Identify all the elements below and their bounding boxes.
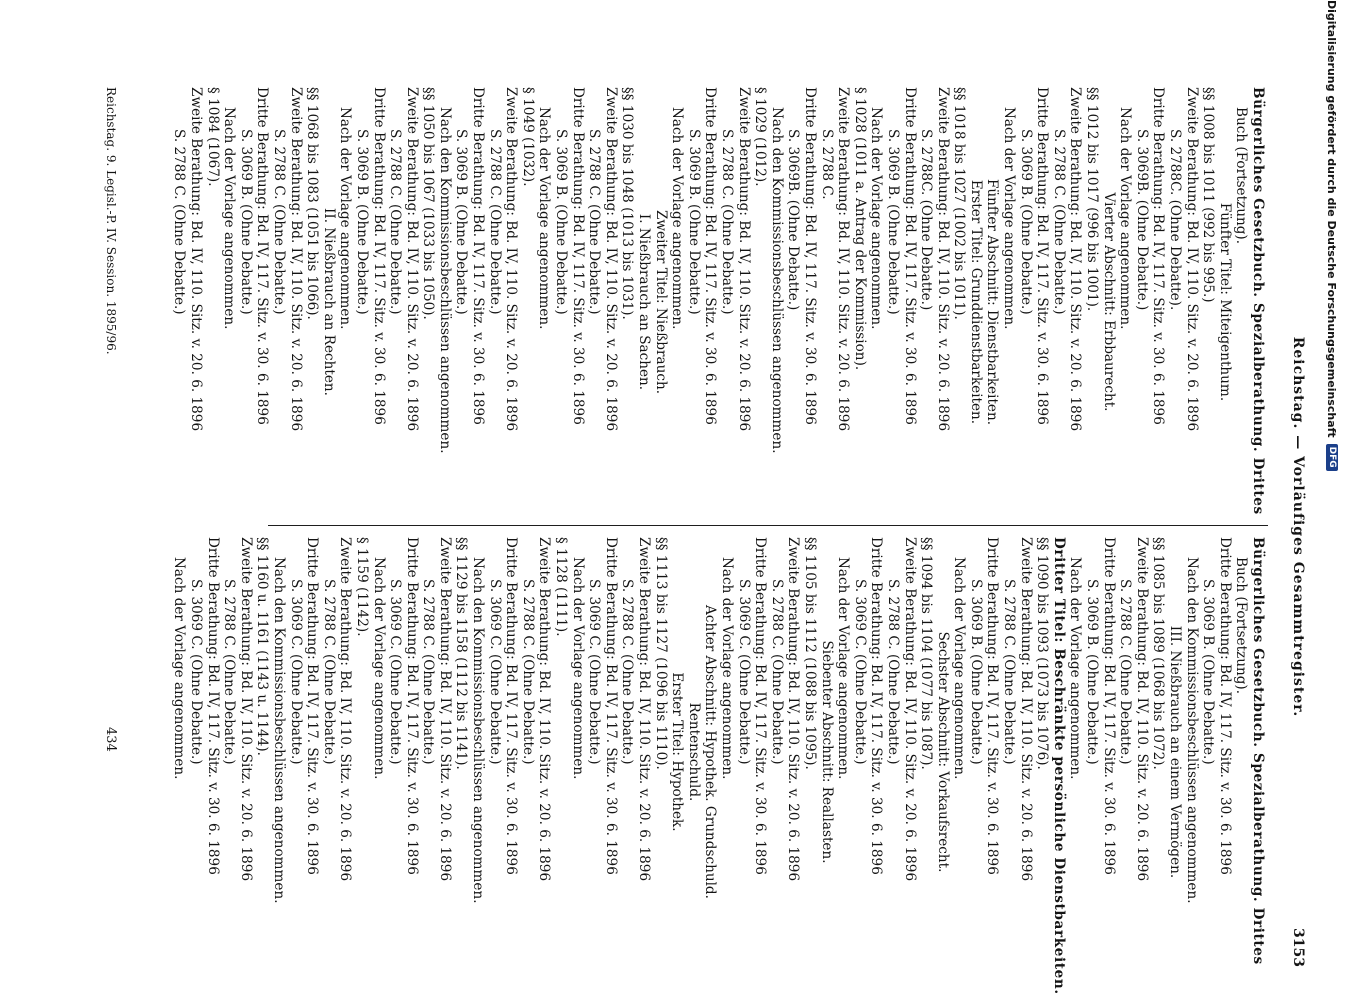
running-title: Reichstag. — Vorläufiges Gesammtregister. (1290, 336, 1306, 718)
register-entry: §§ 1113 bis 1127 (1096 bis 1110). (652, 537, 669, 770)
section-heading: Bürgerliches Gesetzbuch. Spezialberathung. Drittes (1250, 537, 1266, 965)
register-entry: Nach der Vorlage angenommen. (835, 557, 852, 780)
register-entry: Zweite Berathung: Bd. IV, 110. Sitz. v. 20. 6. 1896 (436, 537, 453, 882)
register-entry: S. 2788 C. (Ohne Debatte.) (270, 129, 287, 315)
dfg-logo: DFG (1326, 444, 1338, 471)
register-entry: Dritte Berathung: Bd. IV, 117. Sitz. v. 30. 6. 1896 (702, 87, 719, 425)
section-heading: Fünfter Abschnitt: Dienstbarkeiten. (984, 178, 1001, 426)
register-entry: Dritte Berathung: Bd. IV, 117. Sitz. v. 30. 6. 1896 (602, 537, 619, 875)
register-entry: Zweite Berathung: Bd. IV, 110. Sitz. v. 20. 6. 1896 (785, 537, 802, 882)
register-entry: Dritte Berathung: Bd. IV, 117. Sitz. v. 30. 6. 1896 (204, 537, 221, 875)
register-entry: Nach der Vorlage angenommen. (221, 107, 238, 330)
printed-page (76, 87, 1306, 995)
register-entry: Nach den Kommissionsbeschlüssen angenommen. (768, 107, 785, 454)
register-entry: S. 2788 C. (Ohne Debatte.) (619, 579, 636, 765)
register-entry: Zweite Berathung: Bd. IV, 110. Sitz. v. 20. 6. 1896 (835, 87, 852, 432)
register-entry: S. 3069B. (Ohne Debatte.) (785, 129, 802, 311)
register-entry: S. 3069 B. (Ohne Debatte.) (1084, 579, 1101, 765)
register-entry: S. 3069 B. (Ohne Debatte.) (1200, 579, 1217, 765)
register-entry: Nach den Kommissionsbeschlüssen angenommen. (470, 557, 487, 904)
register-entry: Zweite Berathung: Bd. IV, 110. Sitz. v. 20. 6. 1896 (735, 87, 752, 432)
register-entry: S. 2788 C. (Ohne Debatte.) (387, 129, 404, 315)
register-entry: Zweite Berathung: Bd. IV, 110. Sitz. v. 20. 6. 1896 (403, 87, 420, 432)
register-entry: §§ 1090 bis 1093 (1073 bis 1076). (1034, 537, 1051, 770)
register-entry: §§ 1068 bis 1083 (1051 bis 1066). (304, 87, 321, 320)
register-entry: S. 2788 C. (Ohne Debatte.) (320, 579, 337, 765)
register-entry: Zweite Berathung: Bd. IV, 110. Sitz. v. 20. 6. 1896 (636, 537, 653, 882)
register-entry: Zweite Berathung: Bd. IV, 110. Sitz. v. 20. 6. 1896 (536, 537, 553, 882)
register-entry: Dritte Berathung: Bd. IV, 117. Sitz. v. 30. 6. 1896 (370, 87, 387, 425)
register-entry: S. 2788 C. (Ohne Debatte.) (486, 129, 503, 315)
register-entry: Nach der Vorlage angenommen. (569, 557, 586, 780)
register-entry: S. 2788 C. (Ohne Debatte.) (171, 129, 188, 315)
register-entry: S. 2788C. (Ohne Debatte.) (918, 129, 935, 311)
register-entry: § 1028 (1011 a. Antrag der Kommission). (851, 87, 868, 371)
register-entry: Dritte Berathung: Bd. IV, 117. Sitz. v. 30. 6. 1896 (254, 87, 271, 425)
section-heading: Siebenter Abschnitt: Reallasten. (818, 640, 835, 864)
page-header (1270, 87, 1306, 967)
register-entry: Dritte Berathung: Bd. IV, 117. Sitz. v. 30. 6. 1896 (403, 537, 420, 875)
register-entry: S. 3069 B. (Ohne Debatte.) (353, 129, 370, 315)
register-entry: Nach der Vorlage angenommen. (868, 107, 885, 330)
register-entry: S. 2788 C. (Ohne Debatte.) (884, 579, 901, 765)
digitization-credit (1321, 0, 1343, 1000)
register-entry: S. 2788 C. (Ohne Debatte.) (1050, 129, 1067, 315)
register-entry: §§ 1018 bis 1027 (1002 bis 1011). (951, 87, 968, 320)
register-entry: Nach der Vorlage angenommen. (1117, 107, 1134, 330)
section-heading: Dritter Titel: Beschränkte persönliche Dienstbarkeiten. (1050, 537, 1067, 995)
sheet-number: 434 (103, 727, 118, 752)
register-entry: Zweite Berathung: Bd. IV, 110. Sitz. v. 20. 6. 1896 (287, 87, 304, 432)
register-entry: S. 2788 C. (Ohne Debatte.) (1117, 579, 1134, 765)
register-entry: S. 3069 B. (Ohne Debatte.) (553, 129, 570, 315)
register-entry: Dritte Berathung: Bd. IV, 117. Sitz. v. 30. 6. 1896 (304, 537, 321, 875)
register-entry: Dritte Berathung: Bd. IV, 117. Sitz. v. 30. 6. 1896 (868, 537, 885, 875)
register-entry: S. 3069 C. (Ohne Debatte.) (851, 579, 868, 765)
register-entry: Zweite Berathung: Bd. IV, 110. Sitz. v. 20. 6. 1896 (602, 87, 619, 432)
register-entry: §§ 1094 bis 1104 (1077 bis 1087). (918, 537, 935, 770)
register-entry: S. 3069 C. (Ohne Debatte.) (287, 579, 304, 765)
register-entry: Nach der Vorlage angenommen. (171, 557, 188, 780)
section-heading: Vierter Abschnitt: Erbbaurecht. (1100, 192, 1117, 412)
register-entry: Dritte Berathung: Bd. IV, 117. Sitz. v. 30. 6. 1896 (1100, 537, 1117, 875)
register-entry: S. 3069 B. (Ohne Debatte.) (967, 579, 984, 765)
register-entry: §§ 1105 bis 1112 (1088 bis 1095). (801, 537, 818, 770)
register-entry: S. 3069 C. (Ohne Debatte.) (387, 579, 404, 765)
register-entry: Zweite Berathung: Bd. IV, 110. Sitz. v. 20. 6. 1896 (901, 537, 918, 882)
section-heading: I. Nießbrauch an Sachen. (636, 213, 653, 391)
register-entry: S. 3069 C. (Ohne Debatte.) (735, 579, 752, 765)
register-entry: Zweite Berathung: Bd. IV, 110. Sitz. v. 20. 6. 1896 (1183, 87, 1200, 432)
register-entry: S. 2788 C. (Ohne Debatte.) (519, 579, 536, 765)
register-entry: § 1049 (1032). (519, 87, 536, 187)
register-entry: S. 2788 C. (Ohne Debatte.) (586, 129, 603, 315)
section-heading: Zweiter Titel: Nießbrauch. (652, 209, 669, 395)
section-heading: II. Nießbrauch an Rechten. (320, 208, 337, 396)
section-heading: Achter Abschnitt: Hypothek. Grundschuld. (702, 605, 719, 899)
register-entry: Dritte Berathung: Bd. IV, 117. Sitz. v. 30. 6. 1896 (470, 87, 487, 425)
register-entry: S. 3069 C. (Ohne Debatte.) (188, 579, 204, 765)
register-entry: §§ 1129 bis 1158 (1112 bis 1141). (453, 537, 470, 770)
register-entry: Dritte Berathung: Bd. IV, 117. Sitz. v. 30. 6. 1896 (503, 537, 520, 875)
register-entry: Nach der Vorlage angenommen. (1067, 557, 1084, 780)
section-heading: Fünfter Titel: Miteigenthum. (1216, 202, 1233, 402)
register-entry: S. 3069 B. (Ohne Debatte.) (453, 129, 470, 315)
register-entry: §§ 1050 bis 1067 (1033 bis 1050). (420, 87, 437, 320)
page-number: 3153 (1290, 928, 1306, 967)
register-entry: § 1084 (1067). (204, 87, 221, 187)
register-entry: S. 2788 C. (818, 129, 835, 200)
register-entry: Zweite Berathung: Bd. IV, 110. Sitz. v. 20. 6. 1896 (1133, 537, 1150, 882)
section-heading: Erster Titel: Grunddienstbarkeiten. (967, 179, 984, 425)
register-entry: S. 3069 B. (Ohne Debatte.) (685, 129, 702, 315)
register-entry: Zweite Berathung: Bd. IV, 110. Sitz. v. 20. 6. 1896 (337, 537, 354, 882)
register-entry: Dritte Berathung: Bd. IV, 117. Sitz. v. 30. 6. 1896 (1216, 537, 1233, 875)
register-entry: S. 2788 C. (Ohne Debatte.) (768, 579, 785, 765)
register-entry: S. 2788 C. (Ohne Debatte.) (420, 579, 437, 765)
left-column (171, 87, 1266, 517)
register-entry: § 1128 (1111). (553, 537, 570, 637)
register-entry: S. 2788C. (Ohne Debatte). (1167, 129, 1184, 311)
register-entry: Nach der Vorlage angenommen. (669, 107, 686, 330)
register-entry: S. 3069 C. (Ohne Debatte.) (586, 579, 603, 765)
register-entry: S. 3069 B. (Ohne Debatte.) (237, 129, 254, 315)
register-entry: S. 3069B. (Ohne Debatte.) (1133, 129, 1150, 311)
register-entry: Dritte Berathung: Bd. IV, 117. Sitz. v. 30. 6. 1896 (1034, 87, 1051, 425)
register-entry: Buch (Fortsetzung). (1233, 107, 1250, 245)
register-entry: Nach der Vorlage angenommen. (536, 107, 553, 330)
register-entry: Nach den Kommissionsbeschlüssen angenommen. (270, 557, 287, 904)
register-entry: §§ 1008 bis 1011 (992 bis 995.) (1200, 87, 1217, 303)
register-entry: Zweite Berathung: Bd. IV, 110. Sitz. v. 20. 6. 1896 (237, 537, 254, 882)
register-entry: Dritte Berathung: Bd. IV, 117. Sitz. v. 30. 6. 1896 (984, 537, 1001, 875)
section-heading: Rentenschuld. (685, 702, 702, 802)
register-entry: Nach der Vorlage angenommen. (951, 557, 968, 780)
register-entry: Nach der Vorlage angenommen. (719, 557, 735, 780)
section-heading: Erster Titel: Hypothek. (669, 672, 686, 832)
register-entry: Buch (Fortsetzung). (1233, 557, 1250, 695)
register-entry: §§ 1160 u. 1161 (1143 u. 1144). (254, 537, 271, 756)
register-entry: Zweite Berathung: Bd. IV, 110. Sitz. v. 20. 6. 1896 (1017, 537, 1034, 882)
section-heading: Bürgerliches Gesetzbuch. Spezialberathung. Drittes (1250, 87, 1266, 515)
register-entry: S. 3069 B. (Ohne Debatte.) (884, 129, 901, 315)
register-entry: Dritte Berathung: Bd. IV, 117. Sitz. v. 30. 6. 1896 (801, 87, 818, 425)
register-entry: §§ 1085 bis 1089 (1068 bis 1072). (1150, 537, 1167, 770)
section-heading: III. Nießbrauch an einem Vermögen. (1167, 625, 1184, 879)
register-entry: Zweite Berathung: Bd. IV, 110. Sitz. v. 20. 6. 1896 (188, 87, 204, 432)
register-entry: § 1159 (1142). (353, 537, 370, 637)
register-entry: §§ 1030 bis 1048 (1013 bis 1031). (619, 87, 636, 320)
register-entry: S. 3069 B. (Ohne Debatte.) (1017, 129, 1034, 315)
credit-text: Digitalisierung gefördert durch die Deutsche Forschungsgemeinschaft (1325, 0, 1339, 438)
session-footer: Reichstag. 9. Legisl.-P. IV. Session. 1895/96. (104, 87, 118, 355)
register-entry: S. 2788 C. (Ohne Debatte.) (221, 579, 238, 765)
register-entry: Nach den Kommissionsbeschlüssen angenommen. (436, 107, 453, 454)
register-entry: Dritte Berathung: Bd. IV, 117. Sitz. v. 30. 6. 1896 (1150, 87, 1167, 425)
section-heading: Sechster Abschnitt: Vorkaufsrecht. (934, 631, 951, 873)
register-entry: Nach der Vorlage angenommen. (370, 557, 387, 780)
register-entry: Dritte Berathung: Bd. IV, 117. Sitz. v. 30. 6. 1896 (901, 87, 918, 425)
register-entry: Dritte Berathung: Bd. IV, 117. Sitz. v. 30. 6. 1896 (569, 87, 586, 425)
register-entry: Nach der Vorlage angenommen. (1001, 107, 1018, 330)
register-entry: Nach der Vorlage angenommen. (337, 107, 354, 330)
register-entry: Dritte Berathung: Bd. IV, 117. Sitz. v. 30. 6. 1896 (752, 537, 769, 875)
register-entry: S. 2788 C. (Ohne Debatte.) (719, 129, 735, 315)
register-entry: S. 3069 C. (Ohne Debatte.) (486, 579, 503, 765)
register-entry: S. 2788 C. (Ohne Debatte.) (1001, 579, 1018, 765)
right-column (171, 537, 1266, 995)
register-entry: §§ 1012 bis 1017 (996 bis 1001). (1084, 87, 1101, 312)
register-entry: Zweite Berathung: Bd. IV, 110. Sitz. v. 20. 6. 1896 (934, 87, 951, 432)
register-entry: Zweite Berathung: Bd. IV, 110. Sitz. v. 20. 6. 1896 (1067, 87, 1084, 432)
register-entry: Zweite Berathung: Bd. IV, 110. Sitz. v. 20. 6. 1896 (503, 87, 520, 432)
register-entry: Nach den Kommissionsbeschlüssen angenommen. (1183, 557, 1200, 904)
column-divider (268, 525, 1268, 526)
register-entry: § 1029 (1012). (752, 87, 769, 187)
